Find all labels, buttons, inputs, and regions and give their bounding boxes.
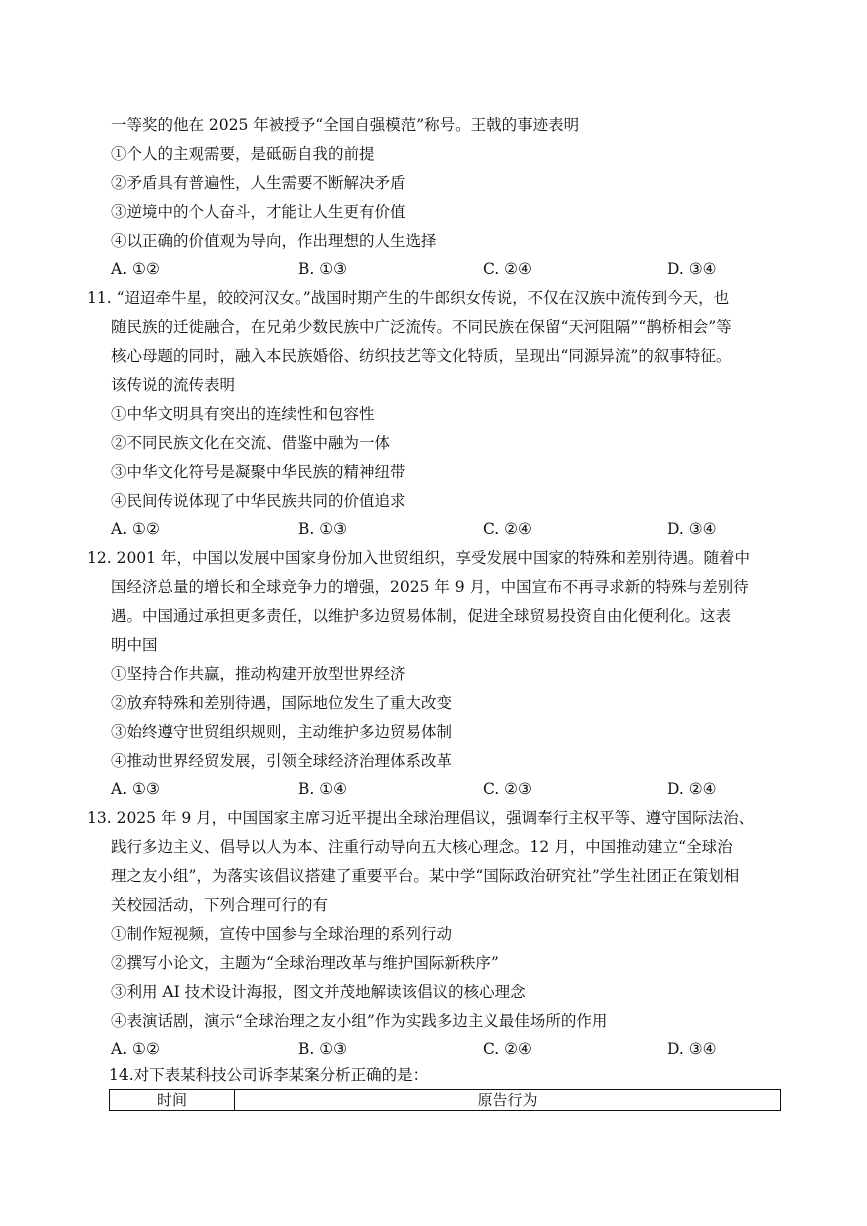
q10-option-c[interactable]: C. ②④ [483, 260, 532, 278]
q12-option-d[interactable]: D. ②④ [667, 780, 717, 798]
q12-option-b[interactable]: B. ①④ [298, 780, 348, 798]
q11-item-4: ④民间传说体现了中华民族共同的价值追求 [111, 492, 406, 510]
q13-option-a[interactable]: A. ①② [111, 1040, 160, 1058]
q10-item-2: ②矛盾具有普遍性，人生需要不断解决矛盾 [111, 174, 406, 192]
q11-stem-line-3: 核心母题的同时，融入本民族婚俗、纺织技艺等文化特质，呈现出“同源异流”的叙事特征。 [111, 347, 732, 365]
q10-item-1: ①个人的主观需要，是砥砺自我的前提 [111, 145, 375, 163]
q12-item-1: ①坚持合作共赢，推动构建开放型世界经济 [111, 665, 406, 683]
q10-item-4: ④以正确的价值观为导向，作出理想的人生选择 [111, 232, 437, 250]
q12-option-a[interactable]: A. ①③ [111, 780, 160, 798]
q11-stem-line-2: 随民族的迁徙融合，在兄弟少数民族中广泛流传。不同民族在保留“天河阻隔”“鹊桥相会”等 [111, 318, 732, 336]
q11-option-c[interactable]: C. ②④ [483, 520, 532, 538]
q12-item-4: ④推动世界经贸发展，引领全球经济治理体系改革 [111, 752, 453, 770]
q12-stem-line-3: 遇。中国通过承担更多责任，以维护多边贸易体制，促进全球贸易投资自由化便利化。这表 [111, 607, 732, 625]
q11-stem-line-4: 该传说的流传表明 [111, 376, 236, 394]
q12-option-c[interactable]: C. ②③ [483, 780, 532, 798]
q11-option-a[interactable]: A. ①② [111, 520, 160, 538]
q13-stem-line-4: 关校园活动，下列合理可行的有 [111, 896, 329, 914]
q11-item-3: ③中华文化符号是凝聚中华民族的精神纽带 [111, 463, 406, 481]
q14-stem: 14.对下表某科技公司诉李某案分析正确的是： [109, 1066, 429, 1084]
q13-item-3: ③利用 AI 技术设计海报，图文并茂地解读该倡议的核心理念 [111, 983, 526, 1001]
q12-stem-line-1: 12. 2001 年，中国以发展中国家身份加入世贸组织，享受发展中国家的特殊和差别待遇。随着中 [87, 549, 750, 567]
q10-stem-tail: 一等奖的他在 2025 年被授予“全国自强模范”称号。王戟的事迹表明 [111, 116, 580, 134]
q11-option-b[interactable]: B. ①③ [298, 520, 348, 538]
q12-stem-line-4: 明中国 [111, 636, 158, 654]
q13-option-d[interactable]: D. ③④ [667, 1040, 717, 1058]
q14-header-plaintiff-action: 原告行为 [477, 1091, 538, 1109]
q11-item-2: ②不同民族文化在交流、借鉴中融为一体 [111, 434, 391, 452]
q10-item-3: ③逆境中的个人奋斗，才能让人生更有价值 [111, 203, 406, 221]
q12-item-3: ③始终遵守世贸组织规则，主动维护多边贸易体制 [111, 723, 453, 741]
q11-option-d[interactable]: D. ③④ [667, 520, 717, 538]
q13-item-2: ②撰写小论文，主题为“全球治理改革与维护国际新秩序” [111, 954, 499, 972]
q14-table-header-row [109, 1089, 781, 1111]
q12-stem-line-2: 国经济总量的增长和全球竞争力的增强，2025 年 9 月，中国宣布不再寻求新的特殊与差别待 [111, 578, 749, 596]
q14-header-time: 时间 [110, 1090, 235, 1110]
q13-item-4: ④表演话剧，演示“全球治理之友小组”作为实践多边主义最佳场所的作用 [111, 1012, 608, 1030]
q10-option-b[interactable]: B. ①③ [298, 260, 348, 278]
q12-item-2: ②放弃特殊和差别待遇，国际地位发生了重大改变 [111, 694, 453, 712]
q10-option-d[interactable]: D. ③④ [667, 260, 717, 278]
q13-option-c[interactable]: C. ②④ [483, 1040, 532, 1058]
q13-stem-line-2: 践行多边主义、倡导以人为本、注重行动导向五大核心理念。12 月，中国推动建立“全球治 [111, 838, 733, 856]
q13-option-b[interactable]: B. ①③ [298, 1040, 348, 1058]
q13-stem-line-3: 理之友小组”，为落实该倡议搭建了重要平台。某中学“国际政治研究社”学生社团正在策划相 [111, 867, 740, 885]
q11-stem-line-1: 11. “迢迢牵牛星，皎皎河汉女。”战国时期产生的牛郎织女传说，不仅在汉族中流传到今天，也 [87, 289, 730, 307]
q13-stem-line-1: 13. 2025 年 9 月，中国国家主席习近平提出全球治理倡议，强调奉行主权平等、遵守国际法治、 [87, 809, 755, 827]
q11-item-1: ①中华文明具有突出的连续性和包容性 [111, 405, 375, 423]
q10-option-a[interactable]: A. ①② [111, 260, 160, 278]
q13-item-1: ①制作短视频，宣传中国参与全球治理的系列行动 [111, 925, 453, 943]
